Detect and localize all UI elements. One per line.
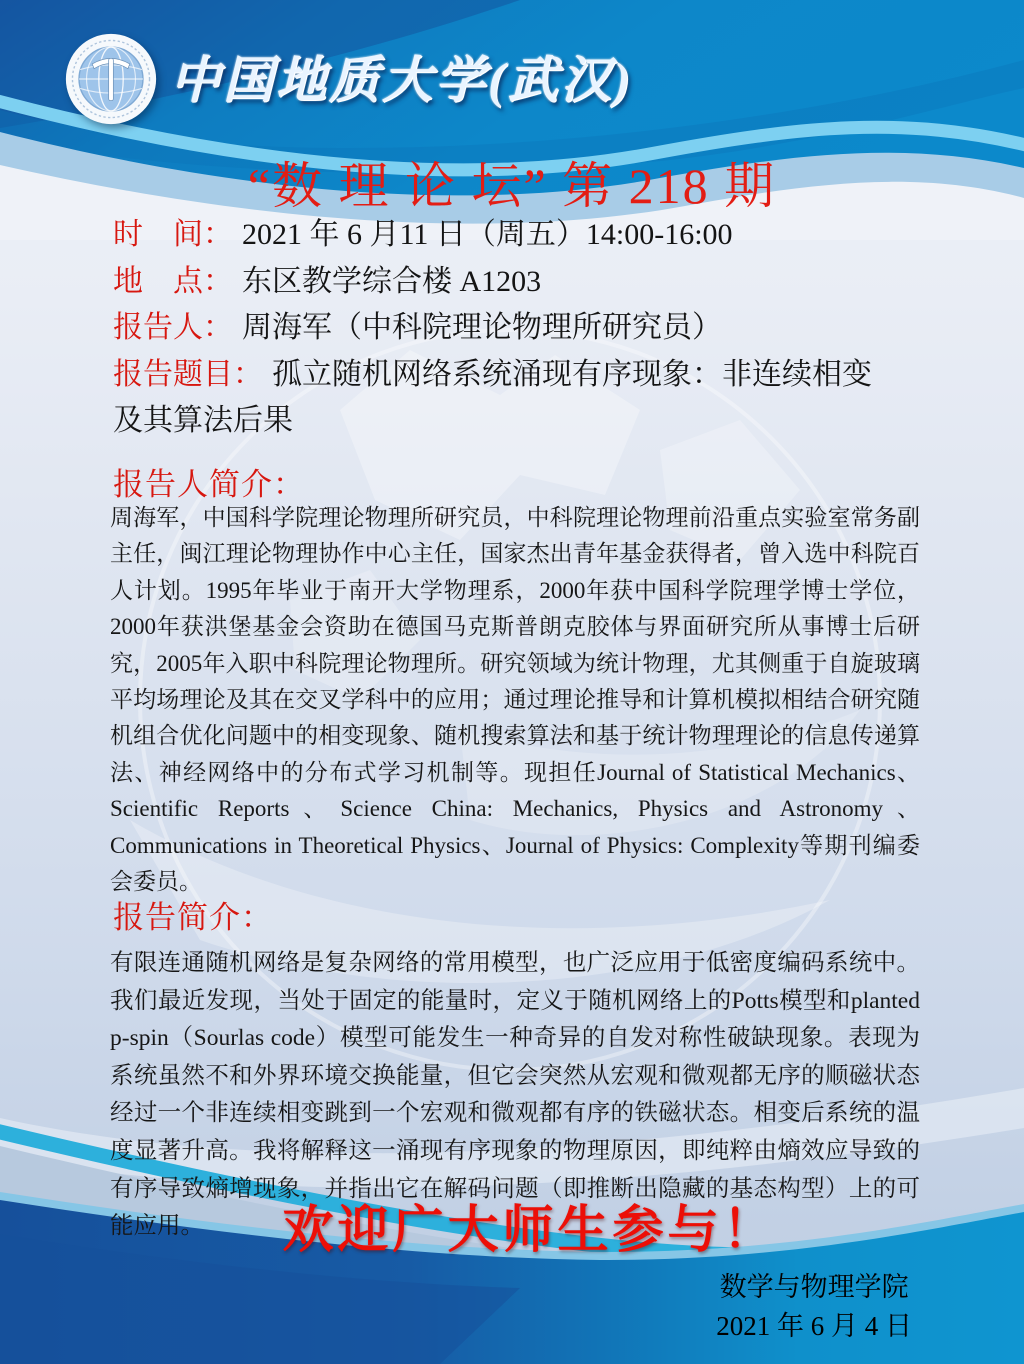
abstract-heading: 报告简介： xyxy=(113,900,273,935)
speaker-bio-heading: 报告人简介： xyxy=(113,467,305,502)
welcome-message: 欢迎广大师生参与！ xyxy=(282,1203,778,1259)
abstract-text: 有限连通随机网络是复杂网络的常用模型，也广泛应用于低密度编码系统中。我们最近发现，当处于固定的能量时，定义于随机网络上的Potts模型和planted p-spin（Sourlas code）模型可能发生一种奇异的自发对称性破缺现象。表现为系统虽然不和外界环境交换能量，但它会突然从宏观和微观都无序的顺磁状态经过一个非连续相变跳到一个宏观和微观都有序的铁磁状态。相变后系统的温度显著升高。我将解释这一涌现有序现象的物理原因，即纯粹由熵效应导致的有序导致熵增现象，并指出它在解码问题（即推断出隐藏的基态构型）上的可能应用。 xyxy=(110,950,920,1240)
time-label: 时 间： xyxy=(113,218,233,251)
forum-title: “数 理 论 坛” 第 218 期 xyxy=(247,158,777,214)
time-row xyxy=(113,212,885,259)
speaker-row xyxy=(113,305,885,352)
speaker-bio-text: 周海军，中国科学院理论物理所研究员，中科院理论物理前沿重点实验室常务副主任，闽江理论物理协作中心主任，国家杰出青年基金获得者，曾入选中科院百人计划。1995年毕业于南开大学物理系，2000年获中国科学院理学博士学位，2000年获洪堡基金会资助在德国马克斯普朗克胶体与界面研究所从事博士后研究，2005年入职中科院理论物理所。研究领域为统计物理，尤其侧重于自旋玻璃平均场理论及其在交叉学科中的应用；通过理论推导和计算机模拟相结合研究随机组合优化问题中的相变现象、随机搜索算法和基于统计物理理论的信息传递算法、神经网络中的分布式学习机制等。现担任Journal of Statistical Mechanics、Scientific Reports、Science China: Mechanics, Physics and Astronomy、Communications in Theoretical Physics、Journal of Physics: Complexity等期刊编委会委员。 xyxy=(110,505,920,895)
signature-block xyxy=(716,1268,912,1346)
place-label: 地 点： xyxy=(113,264,233,298)
speaker-label: 报告人： xyxy=(113,311,233,344)
place-row xyxy=(113,259,885,306)
organizer-name: 数学与物理学院 xyxy=(719,1272,909,1302)
topic-value: 孤立随机网络系统涌现有序现象：非连续相变及其算法后果 xyxy=(113,357,872,437)
topic-row xyxy=(113,352,885,445)
university-name: 中国地质大学(武汉) xyxy=(170,52,634,108)
seminar-info xyxy=(113,212,885,445)
time-value: 2021 年 6 月11 日（周五）14:00-16:00 xyxy=(242,218,733,251)
speaker-value: 周海军（中科院理论物理所研究员） xyxy=(242,311,722,344)
topic-label: 报告题目： xyxy=(113,357,263,391)
university-seal-icon xyxy=(64,32,158,126)
place-value: 东区教学综合楼 A1203 xyxy=(242,264,542,298)
poster-date: 2021 年 6 月 4 日 xyxy=(716,1311,912,1341)
